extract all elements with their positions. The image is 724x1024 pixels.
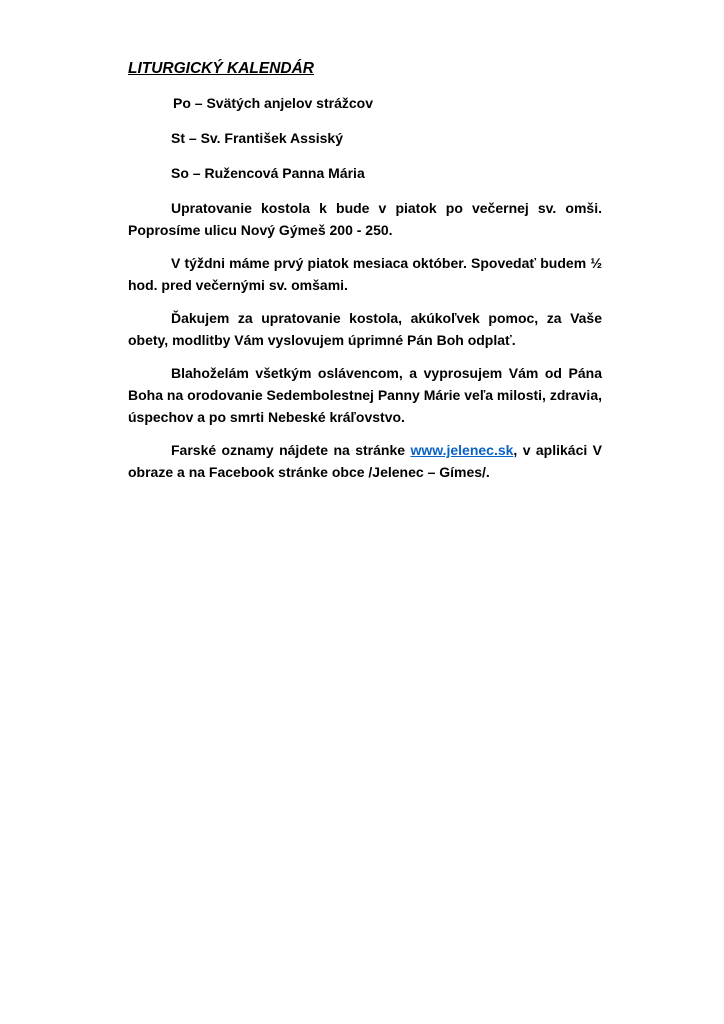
paragraph-cleaning: Upratovanie kostola k bude v piatok po večernej sv. omši. Poprosíme ulicu Nový Gýmeš 200 - 250. — [128, 200, 602, 238]
document-content — [128, 58, 602, 494]
calendar-item-wednesday: St – Sv. František Assiský — [171, 130, 343, 146]
announcements-text-before: Farské oznamy nájdete na stránke — [171, 442, 411, 458]
page-title: LITURGICKÝ KALENDÁR — [128, 60, 314, 77]
paragraph-thanks: Ďakujem za upratovanie kostola, akúkoľvek pomoc, za Vaše obety, modlitby Vám vyslovujem úprimné Pán Boh odplať. — [128, 310, 602, 348]
website-link[interactable]: www.jelenec.sk — [410, 442, 514, 458]
paragraph-first-friday: V týždni máme prvý piatok mesiaca október. Spovedať budem ½ hod. pred večernými sv. omšami. — [128, 255, 602, 293]
announcements-text-after: , v aplikáci V obraze a na Facebook stránke obce /Jelenec – Gímes/. — [128, 442, 602, 480]
calendar-item-monday: Po – Svätých anjelov strážcov — [173, 95, 373, 111]
calendar-item-saturday: So – Ružencová Panna Mária — [171, 165, 365, 181]
paragraph-congratulations: Blahoželám všetkým oslávencom, a vyprosujem Vám od Pána Boha na orodovanie Sedembolestnej Panny Márie veľa milosti, zdravia, úspechov a po smrti Nebeské kráľovstvo. — [128, 365, 602, 425]
paragraph-announcements — [128, 439, 602, 483]
